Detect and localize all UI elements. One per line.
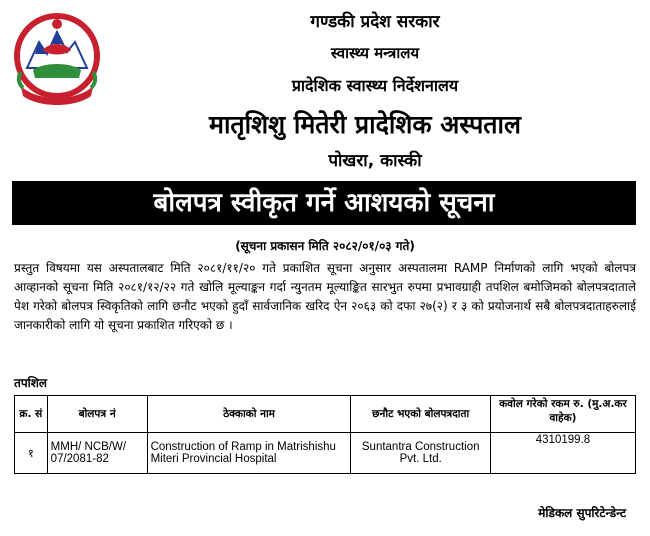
details-label: तपशिल xyxy=(14,376,48,390)
header-bidder: छनौट भएको बोलपत्रदाता xyxy=(351,396,490,433)
ministry-name: स्वास्थ्य मन्त्रालय xyxy=(330,44,420,62)
directorate-name: प्रादेशिक स्वास्थ्य निर्देशनालय xyxy=(291,76,459,95)
table-row xyxy=(15,433,636,474)
cell-bidder: Suntantra Construction Pvt. Ltd. xyxy=(351,433,490,474)
header-contract: ठेक्काको नाम xyxy=(147,396,351,433)
tender-table xyxy=(14,395,636,474)
cell-bid-no: MMH/ NCB/W/ 07/2081-82 xyxy=(47,433,147,474)
cell-contract: Construction of Ramp in Matrishishu Miteri Provincial Hospital xyxy=(147,433,351,474)
header-bid-no: बोलपत्र नं xyxy=(47,396,147,433)
signature-title: मेडिकल सुपरिटेन्डेन्ट xyxy=(538,506,626,520)
hospital-location: पोखरा, कास्की xyxy=(328,151,422,171)
nepal-emblem-icon xyxy=(13,12,101,108)
header-amount: कवोल गरेको रकम रु. (मु.अ.कर वाहेक) xyxy=(490,396,635,433)
publish-date: (सूचना प्रकासन मिति २०८२/०१/०३ गते) xyxy=(235,239,415,253)
cell-amount: 4310199.8 xyxy=(490,433,635,474)
cell-sn: १ xyxy=(15,433,48,474)
notice-title: बोलपत्र स्वीकृत गर्ने आशयको सूचना xyxy=(12,181,636,225)
table-header-row xyxy=(15,396,636,433)
govt-name: गण्डकी प्रदेश सरकार xyxy=(310,12,440,32)
hospital-name: मातृशिशु मितेरी प्रादेशिक अस्पताल xyxy=(209,110,521,139)
notice-body: प्रस्तुत विषयमा यस अस्पतालबाट मिति २०८१/११/२० गते प्रकाशित सूचना अनुसार अस्पतालमा RAMP निर्माणको लागि भएको बोलपत्र आव्हानको सूचना मिति २०८१/१२/२२ गते खोलि मूल्याङ्कन गर्दा न्युनतम मूल्याङ्कित सारभुत रुपमा प्रभावग्राही तपशिल बमोजिमको बोलपत्रदाताले पेश गरेको बोलपत्र स्विकृतिको लागि छनौट भएको हुदाँ सार्वजानिक खरिद ऐन २०६३ को दफा २७(२) र ३ को प्रयोजनार्थ सबै बोलपत्रदाताहरुलाई जानकारीको लागि यो सूचना प्रकाशित गरिएको छ । xyxy=(14,261,636,332)
header-sn: क्र. सं xyxy=(15,396,48,433)
